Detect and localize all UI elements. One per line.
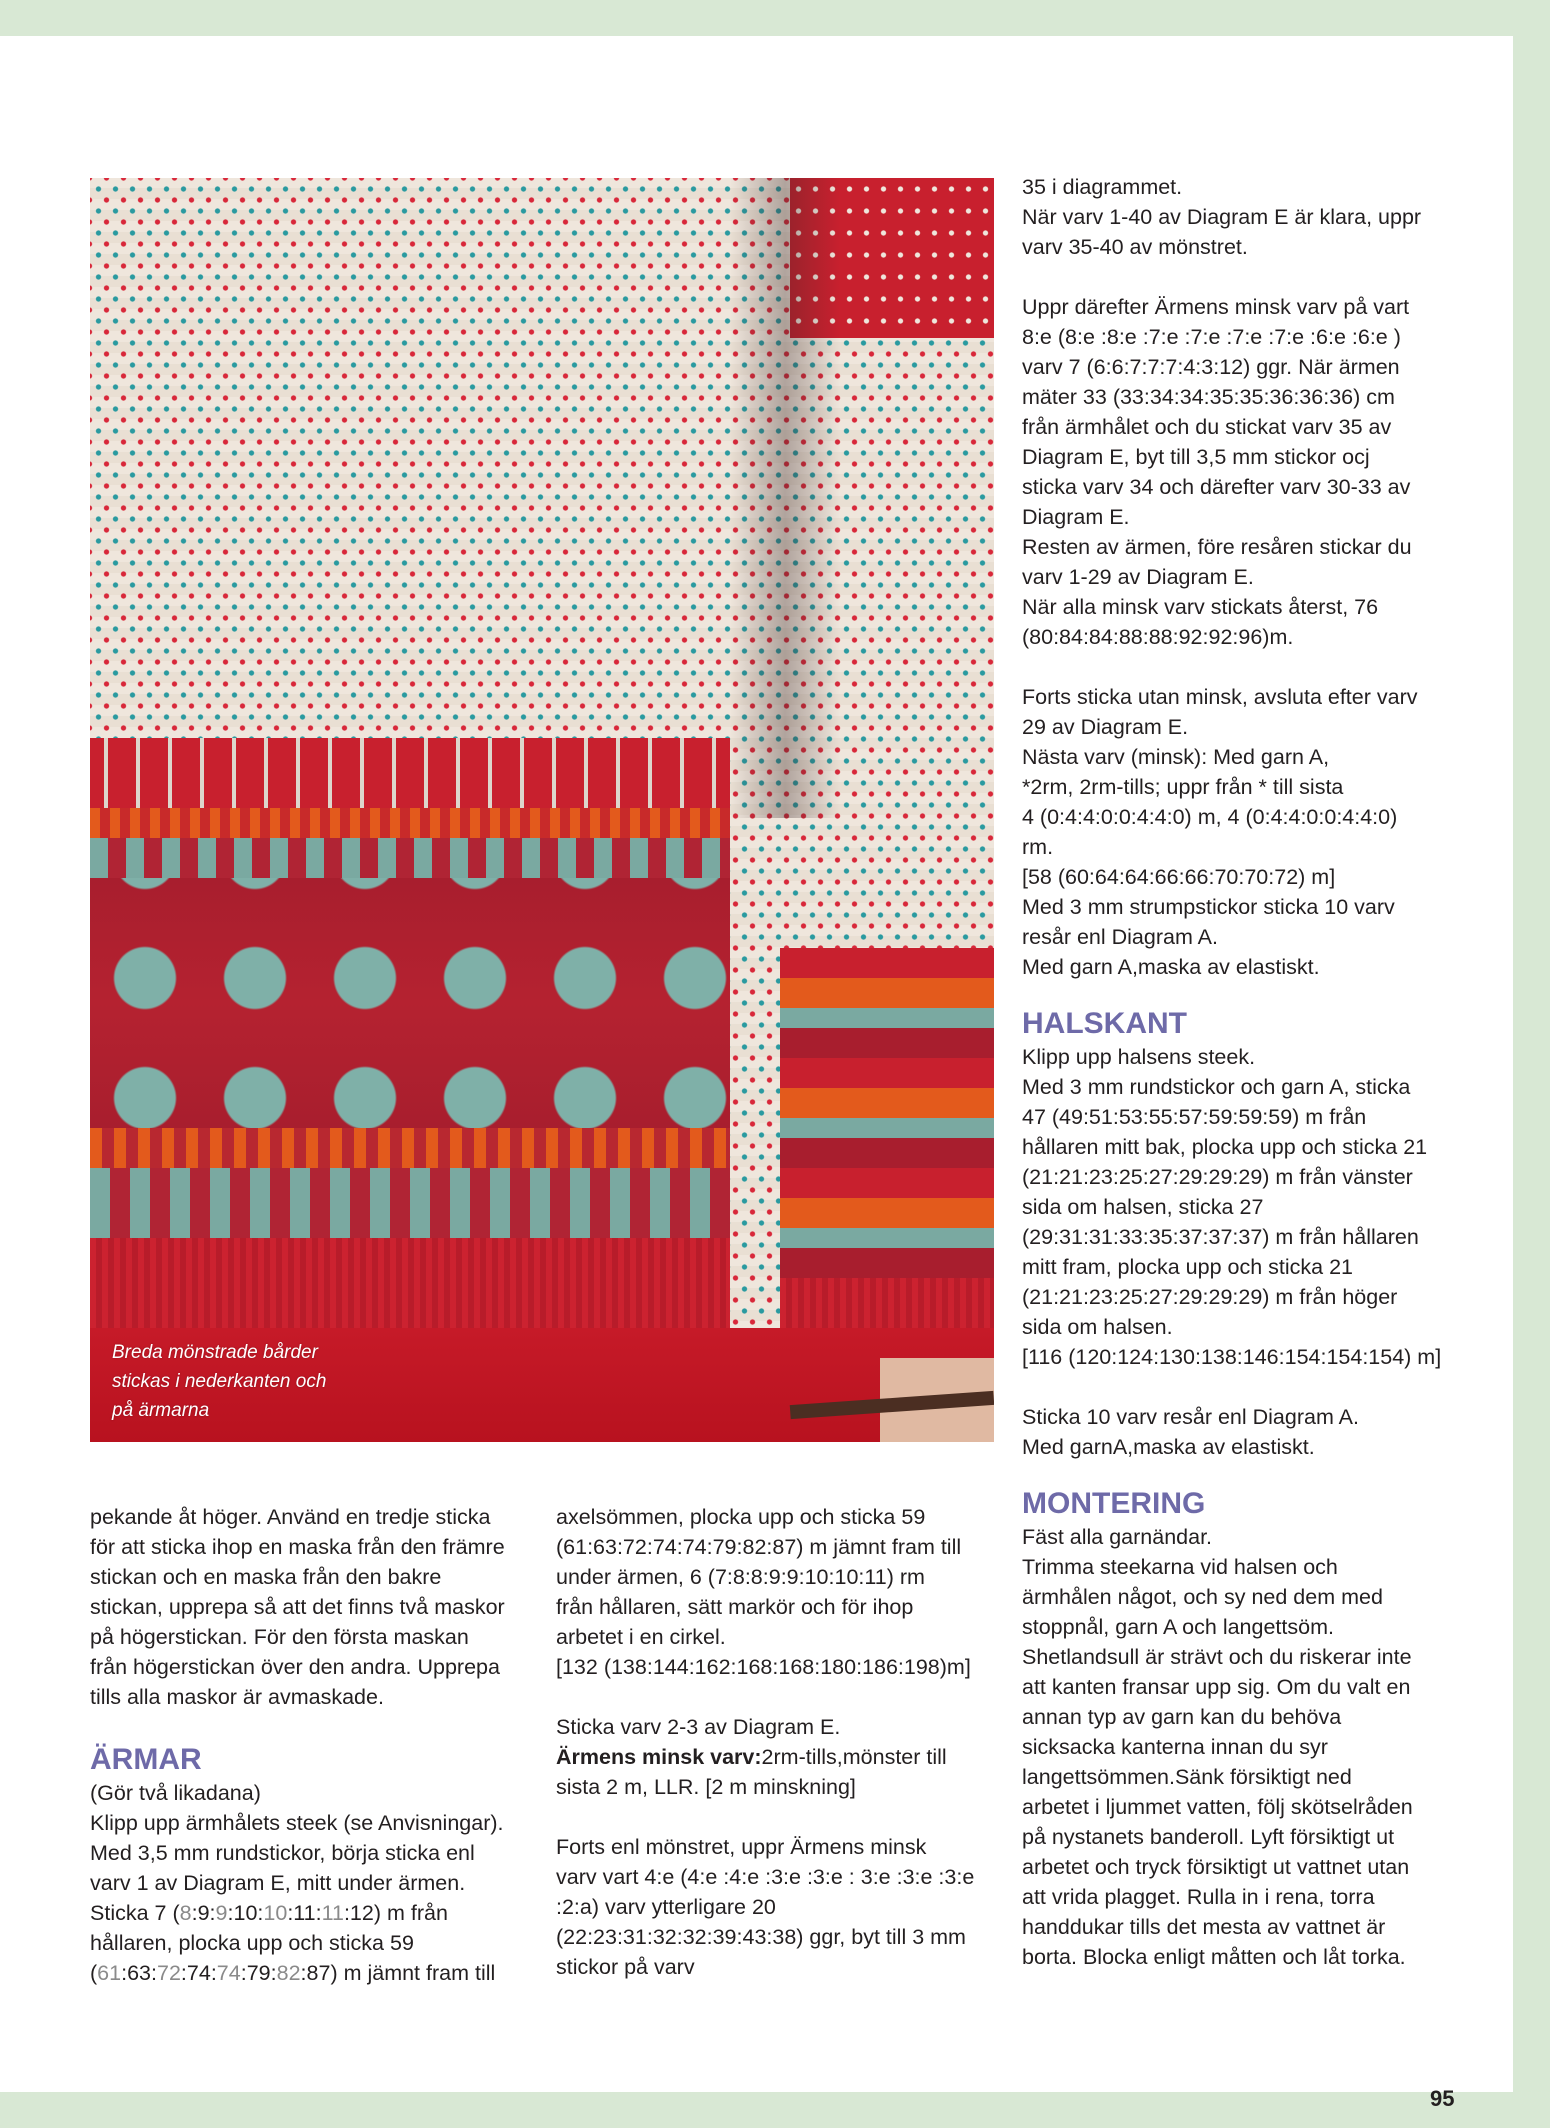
paragraph: Sticka varv 2-3 av Diagram E. — [556, 1715, 841, 1739]
column-right — [1022, 172, 1467, 1972]
paragraph: Ärmens minsk varv:2rm-tills,mönster till — [556, 1745, 947, 1769]
teal-band-lower — [90, 1168, 730, 1238]
photo-caption: Breda mönstrade bårder stickas i nederkanten och på ärmarna — [112, 1342, 327, 1421]
star-motif-band — [90, 878, 730, 1128]
column-middle — [556, 1502, 996, 1982]
paragraph: Forts sticka utan minsk, avsluta efter varv 29 av Diagram E. Nästa varv (minsk): Med garn A, *2rm, 2rm-tills; uppr från * till sista 4 (0:4:4:0:0:4:4:0) m, 4 (0:4:4:0:0:4:4:0) rm. [58 (60:64:64:66:66:70:70:72) m] Med 3 mm strumpstickor sticka 10 varv resår enl Diagram A. Med garn A,maska av elastiskt. — [1022, 685, 1418, 979]
paragraph: sista 2 m, LLR. [2 m minskning] — [556, 1775, 856, 1799]
column-left — [90, 1502, 530, 1988]
sweater-photo — [90, 178, 994, 1442]
sleeve-cuff-bands — [780, 948, 994, 1278]
teal-band-upper — [90, 838, 730, 878]
paragraph: Forts enl mönstret, uppr Ärmens minsk varv vart 4:e (4:e :4:e :3:e :3:e : 3:e :3:e :3:e :2:a) varv ytterligare 20 (22:23:31:32:32:39:43:38) ggr, byt till 3 mm stickor på varv — [556, 1835, 975, 1979]
page-number: 95 — [1430, 2086, 1455, 2111]
stitch-count-line: (61:63:72:74:74:79:82:87) m jämnt fram till — [90, 1961, 496, 1985]
magazine-page — [0, 36, 1513, 2111]
orange-band-lower — [90, 1128, 730, 1168]
bold-term: Ärmens minsk varv: — [556, 1745, 762, 1769]
paragraph: Klipp upp ärmhålets steek (se Anvisningar). Med 3,5 mm rundstickor, börja sticka enl varv 1 av Diagram E, mitt under ärmen. — [90, 1811, 504, 1895]
paragraph: Klipp upp halsens steek. Med 3 mm rundstickor och garn A, sticka 47 (49:51:53:55:57:59:59:59) m från hållaren mitt bak, plocka upp och sticka 21 (21:21:23:25:27:29:29:29) m från vänster sida om halsen, sticka 27 (29:31:31:33:35:37:37:37) m från hållaren mitt fram, plocka upp och sticka 21 (21:21:23:25:27:29:29:29) m från höger sida om halsen. [116 (120:124:130:138:146:154:154:154) m] — [1022, 1045, 1442, 1369]
orange-band — [90, 808, 730, 838]
paragraph: axelsömmen, plocka upp och sticka 59 (61:63:72:74:74:79:82:87) m jämnt fram till under ärmen, 6 (7:8:8:9:9:10:10:11) rm från hållaren, sätt markör och för ihop arbetet i en cirkel. [132 (138:144:162:168:168:180:186:198)m] — [556, 1505, 971, 1679]
paragraph-note: (Gör två likadana) — [90, 1781, 261, 1805]
section-heading-montering: MONTERING — [1022, 1487, 1206, 1520]
stitch-count-line: Sticka 7 (8:9:9:10:10:11:11:12) m från — [90, 1901, 448, 1925]
paragraph: Uppr därefter Ärmens minsk varv på vart 8:e (8:e :8:e :7:e :7:e :7:e :7:e :6:e :6:e ) varv 7 (6:6:7:7:7:4:3:12) ggr. När ärmen mäter 33 (33:34:34:35:35:36:36:36) cm från ärmhålet och du stickat varv 35 av Diagram E, byt till 3,5 mm stickor ocj sticka varv 34 och därefter varv 30-33 av Diagram E. Resten av ärmen, före resåren stickar du varv 1-29 av Diagram E. När alla minsk varv stickats återst, 76 (80:84:84:88:88:92:92:96)m. — [1022, 295, 1412, 649]
section-heading-armar: ÄRMAR — [90, 1743, 202, 1776]
section-heading-halskant: HALSKANT — [1022, 1007, 1187, 1040]
paragraph: 35 i diagrammet. När varv 1-40 av Diagram E är klara, uppr varv 35-40 av mönstret. — [1022, 175, 1422, 259]
red-zigzag-band — [90, 738, 730, 808]
paragraph: Sticka 10 varv resår enl Diagram A. Med garnA,maska av elastiskt. — [1022, 1405, 1359, 1459]
paragraph: hållaren, plocka upp och sticka 59 — [90, 1931, 414, 1955]
paragraph: Fäst alla garnändar. Trimma steekarna vid halsen och ärmhålen något, och sy ned dem med stoppnål, garn A och langettsöm. Shetlandsull är strävt och du riskerar inte att kanten fransar upp sig. Om du valt en annan typ av garn kan du behöva sicksacka kanterna innan du syr langettsömmen.Sänk försiktigt ned arbetet i ljummet vatten, följ skötselråden på nystanets banderoll. Lyft försiktigt ut arbetet och tryck försiktigt ut vattnet utan att vrida plagget. Rulla in i rena, torra handdukar tills det mesta av vattnet är borta. Blocka enligt måtten och låt torka. — [1022, 1525, 1413, 1969]
hem-ribbing — [90, 1238, 730, 1328]
paragraph: pekande åt höger. Använd en tredje sticka för att sticka ihop en maska från den främre stickan och en maska från den bakre stickan, upprepa så att det finns två maskor på högerstickan. För den första maskan från högerstickan över den andra. Upprepa tills alla maskor är avmaskade. — [90, 1505, 505, 1709]
fold-shadow — [730, 178, 840, 818]
